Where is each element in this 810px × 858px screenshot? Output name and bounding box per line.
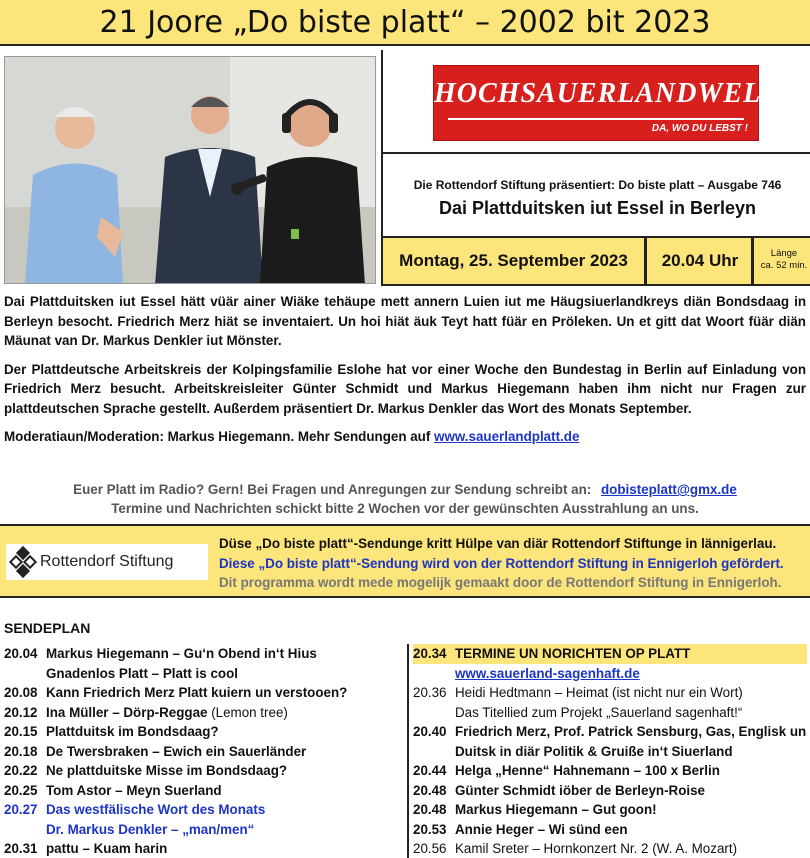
- schedule-row: [4, 820, 404, 840]
- schedule-item: Das westfälische Wort des Monats: [46, 802, 266, 817]
- schedule-row: [413, 742, 807, 762]
- rottendorf-logo-name: Rottendorf Stiftung: [40, 553, 174, 570]
- sauerlandplatt-link[interactable]: www.sauerlandplatt.de: [434, 429, 580, 444]
- contact-line-1: [0, 480, 810, 499]
- schedule-row: [4, 664, 404, 684]
- schedule-item-extra: (Lemon tree): [207, 704, 288, 720]
- schedule-item: Tom Astor – Meyn Suerland: [46, 782, 222, 798]
- episode-description: [4, 292, 806, 456]
- length-label: Länge: [770, 248, 798, 259]
- schedule-time: 20.48: [413, 782, 447, 798]
- description-hochdeutsch: Der Plattdeutsche Arbeitskreis der Kolpingsfamilie Eslohe hat vor einer Woche den Bundestag in Berlin auf Einladung von Friedrich Merz besucht. Arbeitskreisleiter Günter Schmidt und Markus Hiegemann haben ihm nicht nur Fragen zur plattdeutschen Sprache gestellt. Außerdem präsentiert Dr. Markus Denkler das Wort des Monats September.: [4, 361, 806, 416]
- description-plattdeutsch: Dai Plattduitsken iut Essel hätt vüär ainer Wiäke tehäupe mett annern Luien iut me Häugsiuerlandkreys diän Bondsdaag in Berleyn besocht. Friedrich Merz hiät se inventaiert. Un hoi hiät äuk Teyt hatt füär en Pröleken. Un et gitt dat Woort füär diän Mäunat van Dr. Markus Denkler iut Mönster.: [4, 294, 806, 348]
- schedule-item: Markus Hiegemann – Gut goon!: [455, 802, 657, 817]
- schedule-time: 20.08: [4, 685, 38, 700]
- episode-title: Dai Plattduitsken iut Essel in Berleyn: [438, 198, 757, 218]
- schedule-left-column: [4, 644, 404, 858]
- sponsor-banner: [0, 524, 810, 598]
- schedule-row: [4, 644, 404, 664]
- schedule-time: 20.34: [413, 646, 447, 661]
- rottendorf-diamond-icon: [6, 544, 40, 580]
- contact-email-link[interactable]: dobisteplatt@gmx.de: [600, 482, 737, 497]
- sponsor-line-german: Diese „Do biste platt“-Sendung wird von der Rottendorf Stiftung in Ennigerloh gefördert.: [219, 555, 784, 571]
- schedule-row: [4, 722, 404, 742]
- logo-brand: HOCHSAUERLANDWELLE: [434, 78, 799, 109]
- schedule-row: [413, 664, 807, 684]
- schedule-item: TERMINE UN NORICHTEN OP PLATT: [455, 646, 691, 661]
- schedule-time: 20.44: [413, 763, 447, 778]
- schedule-row: [413, 839, 807, 858]
- schedule-time: 20.12: [4, 704, 38, 720]
- schedule-time: 20.27: [4, 802, 38, 817]
- schedule-title: SENDEPLAN: [4, 620, 91, 636]
- sponsor-line-platt: Düse „Do biste platt“-Sendunge kritt Hülpe van diär Rottendorf Stiftunge in lännigerlau.: [219, 536, 777, 551]
- schedule-link[interactable]: www.sauerland-sagenhaft.de: [455, 665, 640, 681]
- logo-swoosh: [448, 118, 744, 120]
- schedule-row: [413, 683, 807, 703]
- schedule-time: 20.25: [4, 782, 38, 798]
- sponsor-line-dutch: Dit programma wordt mede mogelijk gemaakt door de Rottendorf Stiftung in Ennigerloh.: [219, 575, 782, 590]
- logo-slogan: DA, WO DU LEBST !: [651, 123, 748, 134]
- broadcast-time: 20.04 Uhr: [649, 238, 754, 284]
- schedule-item: Kamil Sreter – Hornkonzert Nr. 2 (W. A. Mozart): [455, 841, 738, 856]
- schedule-row: [4, 800, 404, 820]
- schedule-item: pattu – Kuam harin: [46, 841, 168, 856]
- schedule-time: 20.22: [4, 763, 38, 778]
- schedule-row: [413, 644, 807, 664]
- contact-info: [0, 480, 810, 518]
- schedule-row: [4, 761, 404, 781]
- station-logo-area: [383, 50, 810, 154]
- broadcast-date: Montag, 25. September 2023: [383, 238, 647, 284]
- episode-info: [383, 154, 810, 234]
- moderation-text: Moderatiaun/Moderation: Markus Hiegemann. Mehr Sendungen auf: [4, 429, 431, 444]
- episode-presenter-line: Die Rottendorf Stiftung präsentiert: Do biste platt – Ausgabe 746: [413, 178, 782, 192]
- schedule-row: [4, 742, 404, 762]
- schedule-item: Günter Schmidt iöber de Berleyn-Roise: [455, 782, 706, 798]
- schedule-row: [4, 781, 404, 801]
- contact-line-2: Termine und Nachrichten schickt bitte 2 Wochen vor der gewünschten Ausstrahlung an uns.: [111, 501, 699, 516]
- rottendorf-logo: [6, 544, 208, 580]
- sponsor-text: [219, 534, 809, 593]
- schedule-time: 20.15: [4, 724, 38, 739]
- broadcast-datetime-bar: [383, 236, 810, 286]
- schedule-item: Kann Friedrich Merz Platt kuiern un verstooen?: [46, 685, 348, 700]
- schedule-item: Helga „Henne“ Hahnemann – 100 x Berlin: [455, 763, 720, 778]
- schedule-item: Ne plattduitske Misse im Bondsdaag?: [46, 763, 288, 778]
- schedule-item: Heidi Hedtmann – Heimat (ist nicht nur ein Wort): [455, 685, 743, 700]
- schedule-row: [413, 781, 807, 801]
- schedule-time: 20.48: [413, 802, 447, 817]
- schedule-item: Duitsk in diär Politik & Gruiße in‘t Siuerland: [455, 743, 733, 759]
- schedule-item: Ina Müller – Dörp-Reggae (Lemon tree): [46, 704, 288, 720]
- schedule-time: [413, 664, 455, 684]
- schedule-time: 20.36: [413, 685, 447, 700]
- schedule-time: [4, 664, 46, 684]
- schedule-item: De Twersbraken – Ewich ein Sauerländer: [46, 743, 307, 759]
- schedule-time: 20.53: [413, 821, 447, 837]
- radio-interview-photo: [4, 56, 376, 284]
- schedule-row: [4, 683, 404, 703]
- schedule-time: [413, 703, 455, 723]
- schedule-item: Dr. Markus Denkler – „man/men“: [46, 821, 255, 837]
- schedule-right-column: [407, 644, 807, 858]
- schedule-row: [413, 703, 807, 723]
- schedule-row: [413, 800, 807, 820]
- schedule-item: Plattduitsk im Bondsdaag?: [46, 724, 219, 739]
- schedule-time: 20.04: [4, 646, 38, 661]
- photo-illustration: [5, 57, 376, 284]
- schedule-row: [413, 722, 807, 742]
- schedule-time: 20.31: [4, 841, 38, 856]
- length-value: ca. 52 min.: [760, 260, 808, 271]
- moderation-line: [4, 427, 806, 447]
- broadcast-length: [756, 248, 810, 272]
- page-title-text: 21 Joore „Do biste platt“ – 2002 bit 2023: [99, 4, 711, 40]
- schedule-time: [4, 820, 46, 840]
- schedule-item: Das Titellied zum Projekt „Sauerland sagenhaft!“: [455, 704, 743, 720]
- schedule-time: 20.40: [413, 724, 447, 739]
- hero-section: [0, 46, 810, 286]
- schedule-row: [413, 761, 807, 781]
- page-title: [0, 0, 810, 46]
- schedule-item: Gnadenlos Platt – Platt is cool: [46, 665, 238, 681]
- schedule-item: Markus Hiegemann – Gu‘n Obend in‘t Hius: [46, 646, 317, 661]
- schedule-row: [4, 839, 404, 858]
- schedule-time: [413, 742, 455, 762]
- schedule-time: 20.56: [413, 841, 447, 856]
- schedule-item: Annie Heger – Wi sünd een: [455, 821, 628, 837]
- schedule-row: [4, 703, 404, 723]
- schedule-time: 20.18: [4, 743, 38, 759]
- schedule-row: [413, 820, 807, 840]
- schedule-item: Friedrich Merz, Prof. Patrick Sensburg, Gas, Englisk un: [455, 724, 807, 739]
- episode-panel: [381, 50, 810, 286]
- contact-prompt: Euer Platt im Radio? Gern! Bei Fragen und Anregungen zur Sendung schreibt an:: [73, 482, 592, 497]
- hochsauerlandwelle-logo: [433, 65, 799, 141]
